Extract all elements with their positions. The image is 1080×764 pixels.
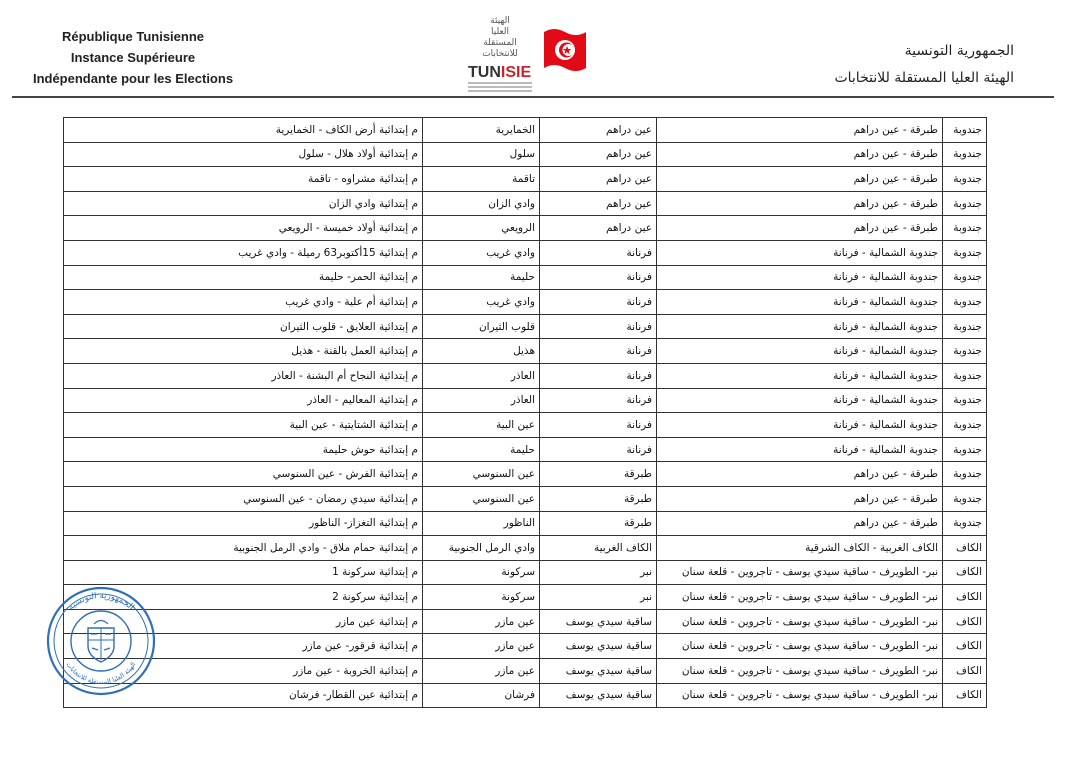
logo-subtitle-lines [468, 82, 532, 96]
logo-wordmark [468, 64, 531, 82]
cell-state: جندوبة [943, 265, 987, 290]
table-row [64, 560, 987, 585]
cell-sector: عين مازر [423, 634, 540, 659]
cell-sector: عين مازر [423, 659, 540, 684]
table-row [64, 142, 987, 167]
table-row [64, 167, 987, 192]
header-left-line-1: République Tunisienne [61, 29, 205, 44]
cell-delegation: عين دراهم [540, 142, 657, 167]
cell-delegation: ساقية سيدي يوسف [540, 683, 657, 708]
cell-center: م إبتدائية سركونة 1 [64, 560, 423, 585]
official-seal-stamp [44, 584, 158, 698]
cell-center: م إبتدائية التغزاز- الناظور [64, 511, 423, 536]
cell-state: الكاف [943, 634, 987, 659]
tunisian-flag-icon [540, 24, 590, 76]
cell-center: م إبتدائية أرض الكاف - الخمايرية [64, 118, 423, 143]
cell-state: جندوبة [943, 486, 987, 511]
cell-center: م إبتدائية العمل بالقنة - هذيل [64, 339, 423, 364]
table-row [64, 536, 987, 561]
cell-delegation: فرنانة [540, 388, 657, 413]
cell-district: طبرقة - عين دراهم [657, 462, 943, 487]
cell-center: م إبتدائية سيدي رمضان - عين السنوسي [64, 486, 423, 511]
cell-delegation: فرنانة [540, 265, 657, 290]
cell-state: الكاف [943, 609, 987, 634]
table-row [64, 413, 987, 438]
cell-center: م إبتدائية قرقور- عين مازر [64, 634, 423, 659]
cell-district: نبر- الطويرف - ساقية سيدي يوسف - تاجروين - قلعة سنان [657, 659, 943, 684]
table-row [64, 437, 987, 462]
cell-delegation: فرنانة [540, 290, 657, 315]
table-row [64, 191, 987, 216]
cell-sector: عين السنوسي [423, 486, 540, 511]
table-row [64, 486, 987, 511]
cell-sector: حليمة [423, 437, 540, 462]
cell-district: نبر- الطويرف - ساقية سيدي يوسف - تاجروين - قلعة سنان [657, 560, 943, 585]
cell-state: جندوبة [943, 167, 987, 192]
cell-district: جندوبة الشمالية - فرنانة [657, 290, 943, 315]
table-row [64, 388, 987, 413]
logo-arabic-line: العليا [490, 27, 510, 37]
cell-center: م إبتدائية حوش حليمة [64, 437, 423, 462]
table-row [64, 609, 987, 634]
cell-delegation: فرنانة [540, 437, 657, 462]
table-row [64, 118, 987, 143]
cell-center: م إبتدائية عين مازر [64, 609, 423, 634]
cell-state: جندوبة [943, 437, 987, 462]
cell-district: طبرقة - عين دراهم [657, 486, 943, 511]
cell-delegation: عين دراهم [540, 191, 657, 216]
table-row [64, 683, 987, 708]
logo-arabic-line: للانتخابات [482, 49, 518, 59]
cell-delegation: ساقية سيدي يوسف [540, 634, 657, 659]
cell-state: الكاف [943, 659, 987, 684]
table-row [64, 462, 987, 487]
cell-sector: قلوب الثيران [423, 314, 540, 339]
cell-sector: فرشان [423, 683, 540, 708]
cell-delegation: طبرقة [540, 511, 657, 536]
cell-sector: وادي غريب [423, 290, 540, 315]
cell-delegation: فرنانة [540, 339, 657, 364]
cell-state: جندوبة [943, 511, 987, 536]
cell-state: جندوبة [943, 363, 987, 388]
cell-district: نبر- الطويرف - ساقية سيدي يوسف - تاجروين - قلعة سنان [657, 683, 943, 708]
cell-delegation: الكاف الغربية [540, 536, 657, 561]
cell-center: م إبتدائية الفرش - عين السنوسي [64, 462, 423, 487]
cell-center: م إبتدائية العلايق - قلوب الثيران [64, 314, 423, 339]
cell-state: جندوبة [943, 413, 987, 438]
table-body [64, 118, 987, 708]
cell-state: الكاف [943, 560, 987, 585]
cell-sector: عين مازر [423, 609, 540, 634]
cell-district: طبرقة - عين دراهم [657, 191, 943, 216]
cell-center: م إبتدائية أولاد خميسة - الرويعي [64, 216, 423, 241]
cell-delegation: عين دراهم [540, 118, 657, 143]
cell-sector: سلول [423, 142, 540, 167]
cell-center: م إبتدائية الخروبة - عين مازر [64, 659, 423, 684]
header-right-line-2: الهيئة العليا المستقلة للانتخابات [834, 70, 1014, 86]
svg-text:الهيئة العليا المستقلة للانتخا: الهيئة العليا المستقلة للانتخابات [64, 660, 138, 687]
cell-center: م إبتدائية وادي الزان [64, 191, 423, 216]
cell-district: جندوبة الشمالية - فرنانة [657, 388, 943, 413]
cell-sector: سركونة [423, 560, 540, 585]
cell-center: م إبتدائية النجاح أم البشنة - العاذر [64, 363, 423, 388]
svg-text:الجمهورية التونسية: الجمهورية التونسية [66, 590, 136, 613]
cell-delegation: فرنانة [540, 240, 657, 265]
table-row [64, 240, 987, 265]
table-row [64, 290, 987, 315]
cell-state: جندوبة [943, 314, 987, 339]
cell-state: جندوبة [943, 339, 987, 364]
cell-center: م إبتدائية 15أكتوبر63 رميلة - وادي غريب [64, 240, 423, 265]
cell-state: جندوبة [943, 388, 987, 413]
cell-sector: الناظور [423, 511, 540, 536]
logo-wordmark-prefix: TUN [468, 64, 501, 81]
cell-center: م إبتدائية الشتايتية - عين البية [64, 413, 423, 438]
cell-delegation: نبر [540, 585, 657, 610]
logo-arabic-line: المستقلة [483, 38, 517, 48]
cell-district: نبر- الطويرف - ساقية سيدي يوسف - تاجروين - قلعة سنان [657, 585, 943, 610]
cell-center: م إبتدائية المعاليم - العاذر [64, 388, 423, 413]
cell-state: الكاف [943, 536, 987, 561]
table-row [64, 363, 987, 388]
cell-state: جندوبة [943, 240, 987, 265]
cell-district: جندوبة الشمالية - فرنانة [657, 437, 943, 462]
cell-district: جندوبة الشمالية - فرنانة [657, 363, 943, 388]
cell-sector: العاذر [423, 363, 540, 388]
cell-sector: هذيل [423, 339, 540, 364]
cell-delegation: فرنانة [540, 413, 657, 438]
cell-sector: الخمايرية [423, 118, 540, 143]
header-divider [12, 96, 1054, 98]
cell-sector: الرويعي [423, 216, 540, 241]
cell-center: م إبتدائية سركونة 2 [64, 585, 423, 610]
cell-delegation: طبرقة [540, 486, 657, 511]
cell-sector: وادي غريب [423, 240, 540, 265]
table-row [64, 314, 987, 339]
cell-sector: وادي الزان [423, 191, 540, 216]
cell-district: الكاف الغربية - الكاف الشرقية [657, 536, 943, 561]
cell-sector: عين البية [423, 413, 540, 438]
cell-center: م إبتدائية حمام ملاق - وادي الرمل الجنوبية [64, 536, 423, 561]
cell-delegation: فرنانة [540, 363, 657, 388]
logo-wordmark-accent: ISIE [500, 64, 532, 81]
cell-district: طبرقة - عين دراهم [657, 142, 943, 167]
cell-district: جندوبة الشمالية - فرنانة [657, 240, 943, 265]
cell-sector: عين السنوسي [423, 462, 540, 487]
cell-center: م إبتدائية مشراوه - تاقمة [64, 167, 423, 192]
table-row [64, 511, 987, 536]
cell-district: طبرقة - عين دراهم [657, 118, 943, 143]
cell-center: م إبتدائية الحمر- حليمة [64, 265, 423, 290]
table-row [64, 585, 987, 610]
cell-sector: وادي الرمل الجنوبية [423, 536, 540, 561]
cell-state: جندوبة [943, 118, 987, 143]
logo-arabic-text [466, 16, 534, 60]
header-right-line-1: الجمهورية التونسية [904, 43, 1014, 59]
header-right-arabic [834, 38, 1014, 92]
cell-sector: سركونة [423, 585, 540, 610]
table-row [64, 659, 987, 684]
cell-delegation: ساقية سيدي يوسف [540, 609, 657, 634]
cell-district: جندوبة الشمالية - فرنانة [657, 265, 943, 290]
cell-delegation: ساقية سيدي يوسف [540, 659, 657, 684]
cell-district: طبرقة - عين دراهم [657, 511, 943, 536]
header-left-line-3: Indépendante pour les Elections [32, 71, 234, 86]
cell-district: طبرقة - عين دراهم [657, 167, 943, 192]
polling-centers-table [63, 117, 987, 708]
cell-center: م إبتدائية عين القطار- فرشان [64, 683, 423, 708]
table-row [64, 339, 987, 364]
header-left-french [18, 26, 248, 89]
cell-state: الكاف [943, 683, 987, 708]
cell-delegation: فرنانة [540, 314, 657, 339]
cell-state: جندوبة [943, 216, 987, 241]
cell-center: م إبتدائية أم علية - وادي غريب [64, 290, 423, 315]
cell-delegation: طبرقة [540, 462, 657, 487]
cell-district: جندوبة الشمالية - فرنانة [657, 314, 943, 339]
cell-district: جندوبة الشمالية - فرنانة [657, 339, 943, 364]
cell-state: جندوبة [943, 191, 987, 216]
cell-state: جندوبة [943, 142, 987, 167]
table-row [64, 634, 987, 659]
cell-district: جندوبة الشمالية - فرنانة [657, 413, 943, 438]
cell-sector: حليمة [423, 265, 540, 290]
cell-state: الكاف [943, 585, 987, 610]
cell-delegation: نبر [540, 560, 657, 585]
cell-delegation: عين دراهم [540, 216, 657, 241]
cell-district: نبر- الطويرف - ساقية سيدي يوسف - تاجروين - قلعة سنان [657, 609, 943, 634]
table-row [64, 265, 987, 290]
cell-center: م إبتدائية أولاد هلال - سلول [64, 142, 423, 167]
cell-delegation: عين دراهم [540, 167, 657, 192]
cell-state: جندوبة [943, 290, 987, 315]
logo-arabic-line: الهيئة [490, 16, 510, 26]
cell-district: طبرقة - عين دراهم [657, 216, 943, 241]
header-left-line-2: Instance Supérieure [70, 50, 196, 65]
cell-sector: العاذر [423, 388, 540, 413]
cell-district: نبر- الطويرف - ساقية سيدي يوسف - تاجروين - قلعة سنان [657, 634, 943, 659]
isie-logo [466, 16, 602, 98]
cell-sector: تاقمة [423, 167, 540, 192]
cell-state: جندوبة [943, 462, 987, 487]
table-row [64, 216, 987, 241]
